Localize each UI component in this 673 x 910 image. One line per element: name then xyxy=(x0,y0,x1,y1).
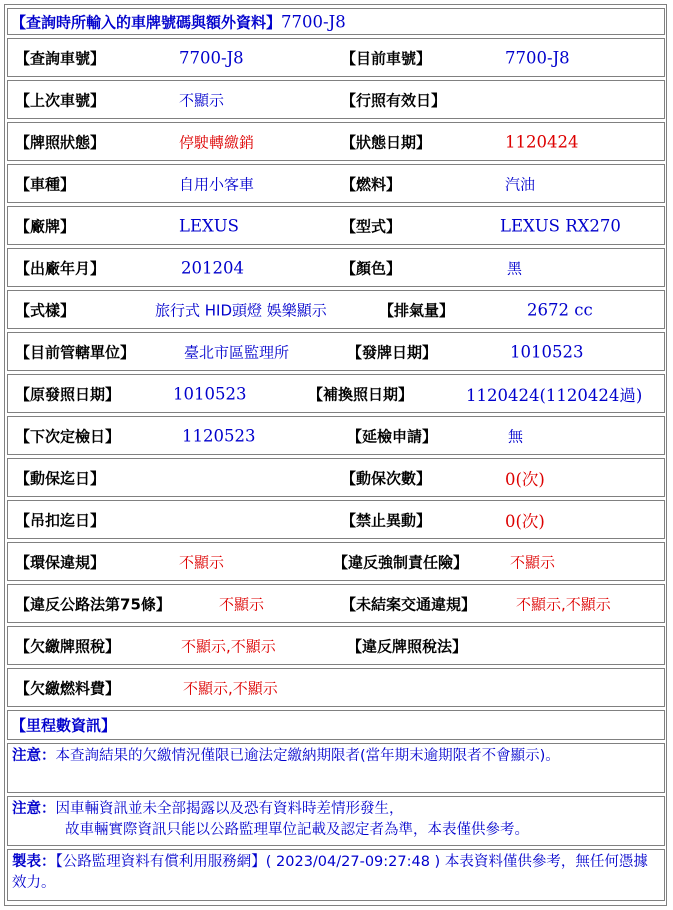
value-vehicle-type: 自用小客車 xyxy=(179,175,255,193)
label-insurance-violation: 【違反強制責任險】 xyxy=(333,553,469,571)
label-original-issue-date: 【原發照日期】 xyxy=(15,385,121,403)
label-fuel: 【燃料】 xyxy=(341,175,402,193)
note1-text: 本查詢結果的欠繳情況僅限已逾法定繳納期限者(當年期末逾期限者不會顯示)。 xyxy=(55,748,560,764)
mileage-info-heading: 【里程數資訊】 xyxy=(11,716,117,735)
row-violations-env xyxy=(7,542,665,581)
row-chattel-mortgage xyxy=(7,458,665,497)
label-suspension-end-date: 【吊扣迄日】 xyxy=(15,511,106,529)
row-body-style xyxy=(7,290,665,329)
value-reissue-date: 1120424(1120424過) xyxy=(466,385,643,405)
label-transfer-prohibited: 【禁止異動】 xyxy=(341,511,432,529)
label-license-tax-violation: 【違反牌照稅法】 xyxy=(347,637,468,655)
value-color: 黑 xyxy=(507,259,523,277)
label-next-inspection: 【下次定檢日】 xyxy=(15,427,121,445)
label-license-valid-date: 【行照有效日】 xyxy=(341,91,447,109)
value-body-style: 旅行式 HID頭燈 娛樂顯示 xyxy=(155,301,327,319)
value-env-violation: 不顯示 xyxy=(179,553,225,571)
label-model: 【型式】 xyxy=(341,217,402,235)
label-unpaid-fuel-fee: 【欠繳燃料費】 xyxy=(15,679,121,697)
label-body-style: 【式樣】 xyxy=(15,301,76,319)
value-inspection-extension: 無 xyxy=(508,427,524,445)
label-plate-issue-date: 【發牌日期】 xyxy=(347,343,438,361)
value-jurisdiction: 臺北市區監理所 xyxy=(184,343,290,361)
value-fuel: 汽油 xyxy=(505,175,536,193)
label-color: 【顏色】 xyxy=(341,259,402,277)
row-plate-number xyxy=(7,38,665,77)
value-original-issue-date: 1010523 xyxy=(173,384,247,403)
note-overdue-notice xyxy=(7,743,665,793)
value-highway-act-violation: 不顯示 xyxy=(219,595,265,613)
label-previous-plate: 【上次車號】 xyxy=(15,91,106,109)
value-unpaid-fuel-fee: 不顯示,不顯示 xyxy=(183,679,278,697)
report-title-row xyxy=(7,8,665,35)
label-vehicle-type: 【車種】 xyxy=(15,175,76,193)
row-manufacture-date xyxy=(7,248,665,287)
note2-line1: 因車輛資訊並未全部揭露以及恐有資料時差情形發生， xyxy=(55,801,404,817)
note-data-disclaimer xyxy=(7,796,665,846)
row-make xyxy=(7,206,665,245)
label-plate-status: 【牌照狀態】 xyxy=(15,133,106,151)
report-title-plate: 7700-J8 xyxy=(281,12,346,31)
row-suspension xyxy=(7,500,665,539)
value-plate-issue-date: 1010523 xyxy=(510,342,584,361)
value-current-plate: 7700-J8 xyxy=(505,48,570,67)
footer-text: 【公路監理資料有償利用服務網】( 2023/04/27-09:27:48 ) 本表資料僅供參考，無任何憑據效力。 xyxy=(12,854,648,891)
row-license-dates xyxy=(7,374,665,413)
row-jurisdiction xyxy=(7,332,665,371)
value-query-plate: 7700-J8 xyxy=(179,48,244,67)
value-mortgage-count: 0(次) xyxy=(505,469,545,489)
label-env-violation: 【環保違規】 xyxy=(15,553,106,571)
value-displacement: 2672 cc xyxy=(527,300,593,319)
value-open-traffic-violations: 不顯示,不顯示 xyxy=(516,595,611,613)
value-model: LEXUS RX270 xyxy=(500,216,621,235)
row-plate-status xyxy=(7,122,665,161)
value-make: LEXUS xyxy=(179,216,239,235)
value-manufacture-date: 201204 xyxy=(181,258,244,277)
label-mortgage-end-date: 【動保迄日】 xyxy=(15,469,106,487)
value-status-date: 1120424 xyxy=(505,132,579,151)
report-title xyxy=(11,11,346,32)
row-license-tax xyxy=(7,626,665,665)
value-plate-status: 停駛轉繳銷 xyxy=(179,133,255,151)
report-title-label: 【查詢時所輸入的車牌號碼與額外資料】 xyxy=(11,13,282,31)
row-inspection xyxy=(7,416,665,455)
footer-heading: 製表： xyxy=(12,854,56,870)
label-displacement: 【排氣量】 xyxy=(379,301,455,319)
label-query-plate: 【查詢車號】 xyxy=(15,49,106,67)
label-status-date: 【狀態日期】 xyxy=(341,133,432,151)
row-fuel-fee xyxy=(7,668,665,707)
label-open-traffic-violations: 【未結案交通違規】 xyxy=(341,595,477,613)
value-previous-plate: 不顯示 xyxy=(179,91,225,109)
label-mortgage-count: 【動保次數】 xyxy=(341,469,432,487)
note1-heading: 注意： xyxy=(12,748,56,764)
label-make: 【廠牌】 xyxy=(15,217,76,235)
label-current-plate: 【目前車號】 xyxy=(341,49,432,67)
note2-heading: 注意： xyxy=(12,801,56,817)
label-inspection-extension: 【延檢申請】 xyxy=(347,427,438,445)
value-next-inspection: 1120523 xyxy=(182,426,256,445)
label-jurisdiction: 【目前管轄單位】 xyxy=(15,343,136,361)
label-manufacture-date: 【出廠年月】 xyxy=(15,259,106,277)
value-transfer-prohibited: 0(次) xyxy=(505,511,545,531)
value-insurance-violation: 不顯示 xyxy=(510,553,556,571)
report-footer xyxy=(7,849,665,901)
row-mileage-info xyxy=(7,710,665,740)
note2-line2: 故車輛實際資訊只能以公路監理單位記載及認定者為準，本表僅供參考。 xyxy=(65,822,529,838)
row-violations-traffic xyxy=(7,584,665,623)
label-highway-act-violation: 【違反公路法第75條】 xyxy=(15,595,171,613)
value-unpaid-license-tax: 不顯示,不顯示 xyxy=(181,637,276,655)
label-unpaid-license-tax: 【欠繳牌照稅】 xyxy=(15,637,121,655)
label-reissue-date: 【補換照日期】 xyxy=(308,385,414,403)
row-previous-plate xyxy=(7,80,665,119)
row-vehicle-type xyxy=(7,164,665,203)
